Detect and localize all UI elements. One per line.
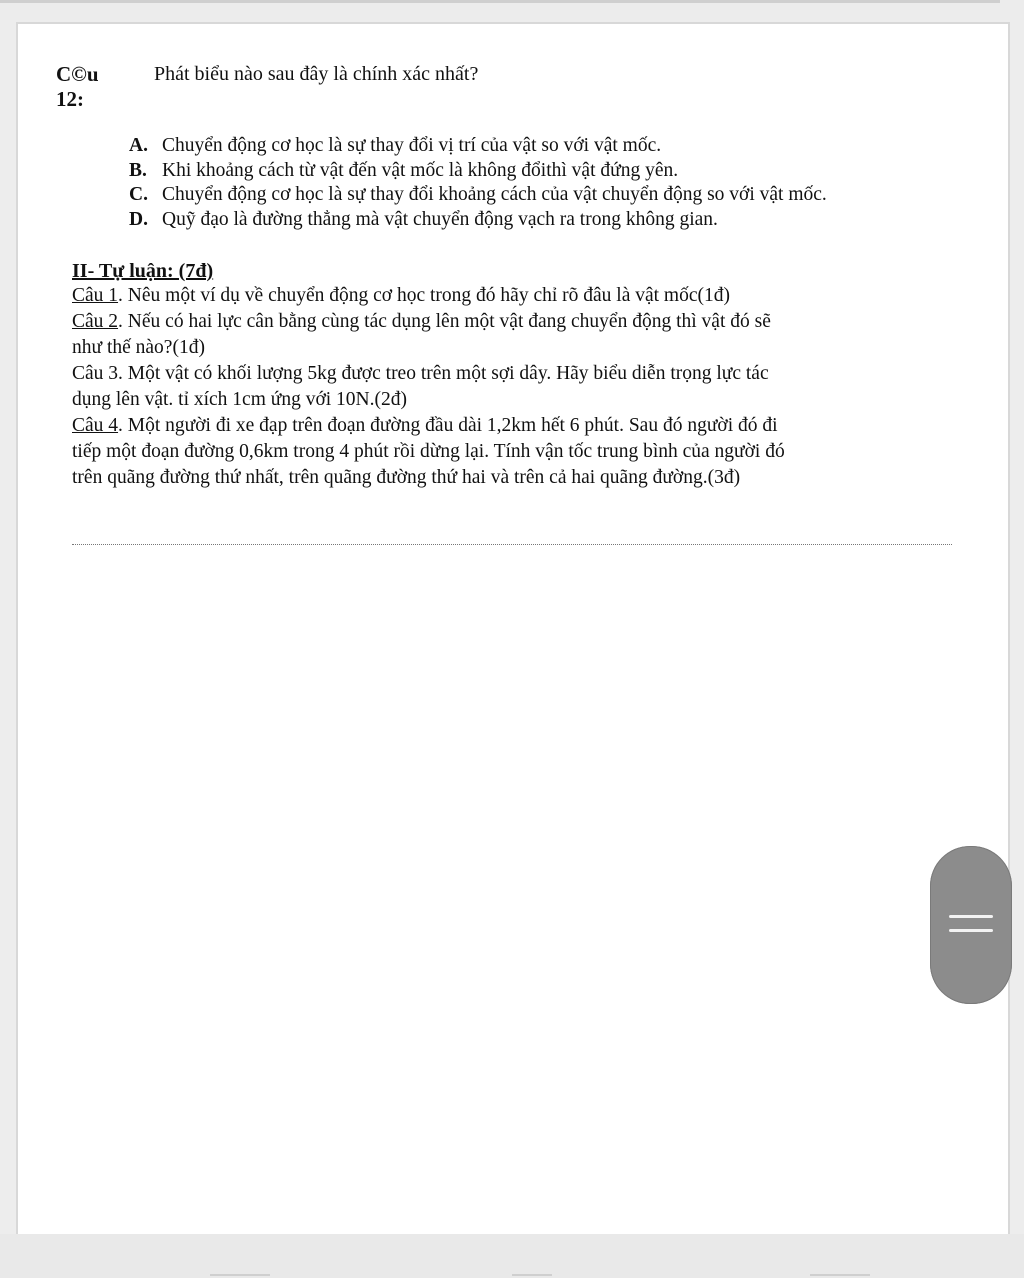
essay-question-4 [72, 413, 962, 439]
question-prompt: Phát biểu nào sau đây là chính xác nhất? [154, 63, 479, 85]
top-divider [0, 0, 1000, 3]
option-text: Chuyển động cơ học là sự thay đổi vị trí của vật so với vật mốc. [162, 135, 662, 156]
essay-question-4-cont2: trên quãng đường thứ nhất, trên quãng đường thứ hai và trên cả hai quãng đường.(3đ) [72, 467, 741, 488]
option-text: Quỹ đạo là đường thẳng mà vật chuyển động vạch ra trong không gian. [162, 208, 718, 230]
option-d [129, 208, 989, 233]
option-letter: A. [129, 135, 148, 156]
option-c [129, 183, 989, 208]
essay-question-2-cont: như thế nào?(1đ) [72, 337, 205, 358]
bottom-toolbar [0, 1234, 1024, 1278]
question-label [56, 62, 116, 112]
answer-options [129, 134, 989, 232]
question-text: . Nếu có hai lực cân bằng cùng tác dụng lên một vật đang chuyển động thì vật đó sẽ [118, 311, 771, 332]
window-top-edge [0, 0, 1024, 20]
essay-question-3: Câu 3. Một vật có khối lượng 5kg được treo trên một sợi dây. Hãy biểu diễn trọng lực tác [72, 363, 769, 384]
essay-question-3-cont: dụng lên vật. tỉ xích 1cm ứng với 10N.(2đ) [72, 389, 407, 410]
question-number: Câu 1 [72, 285, 119, 306]
option-b [129, 159, 989, 184]
option-text: Chuyển động cơ học là sự thay đổi khoảng cách của vật chuyển động so với vật mốc. [162, 184, 827, 205]
question-number: Câu 4 [72, 415, 119, 436]
option-letter: C. [129, 184, 148, 205]
dotted-divider [72, 544, 952, 545]
grip-line-top [949, 915, 993, 918]
essay-question-2 [72, 309, 962, 335]
essay-question-4-cont: tiếp một đoạn đường 0,6km trong 4 phút rồi dừng lại. Tính vận tốc trung bình của người đó [72, 441, 785, 462]
option-letter: B. [129, 159, 147, 181]
essay-section-title: II- Tự luận: (7đ) [72, 260, 214, 282]
scroll-handle[interactable] [930, 846, 1012, 1004]
question-text: . Một người đi xe đạp trên đoạn đường đầu dài 1,2km hết 6 phút. Sau đó người đó đi [118, 415, 778, 436]
question-number: Câu 2 [72, 311, 119, 332]
option-a [129, 134, 989, 159]
option-letter: D. [129, 208, 148, 230]
question-label-line2: 12: [56, 87, 84, 111]
divider [810, 1274, 870, 1276]
essay-question-1 [72, 283, 962, 309]
grip-line-bottom [949, 929, 993, 932]
question-label-line1: C©u [56, 62, 99, 86]
essay-section [72, 259, 962, 491]
divider [210, 1274, 270, 1276]
option-text: Khi khoảng cách từ vật đến vật mốc là không đổithì vật đứng yên. [162, 159, 679, 181]
question-text: . Nêu một ví dụ về chuyển động cơ học trong đó hãy chỉ rõ đâu là vật mốc(1đ) [118, 285, 730, 306]
divider [512, 1274, 552, 1276]
